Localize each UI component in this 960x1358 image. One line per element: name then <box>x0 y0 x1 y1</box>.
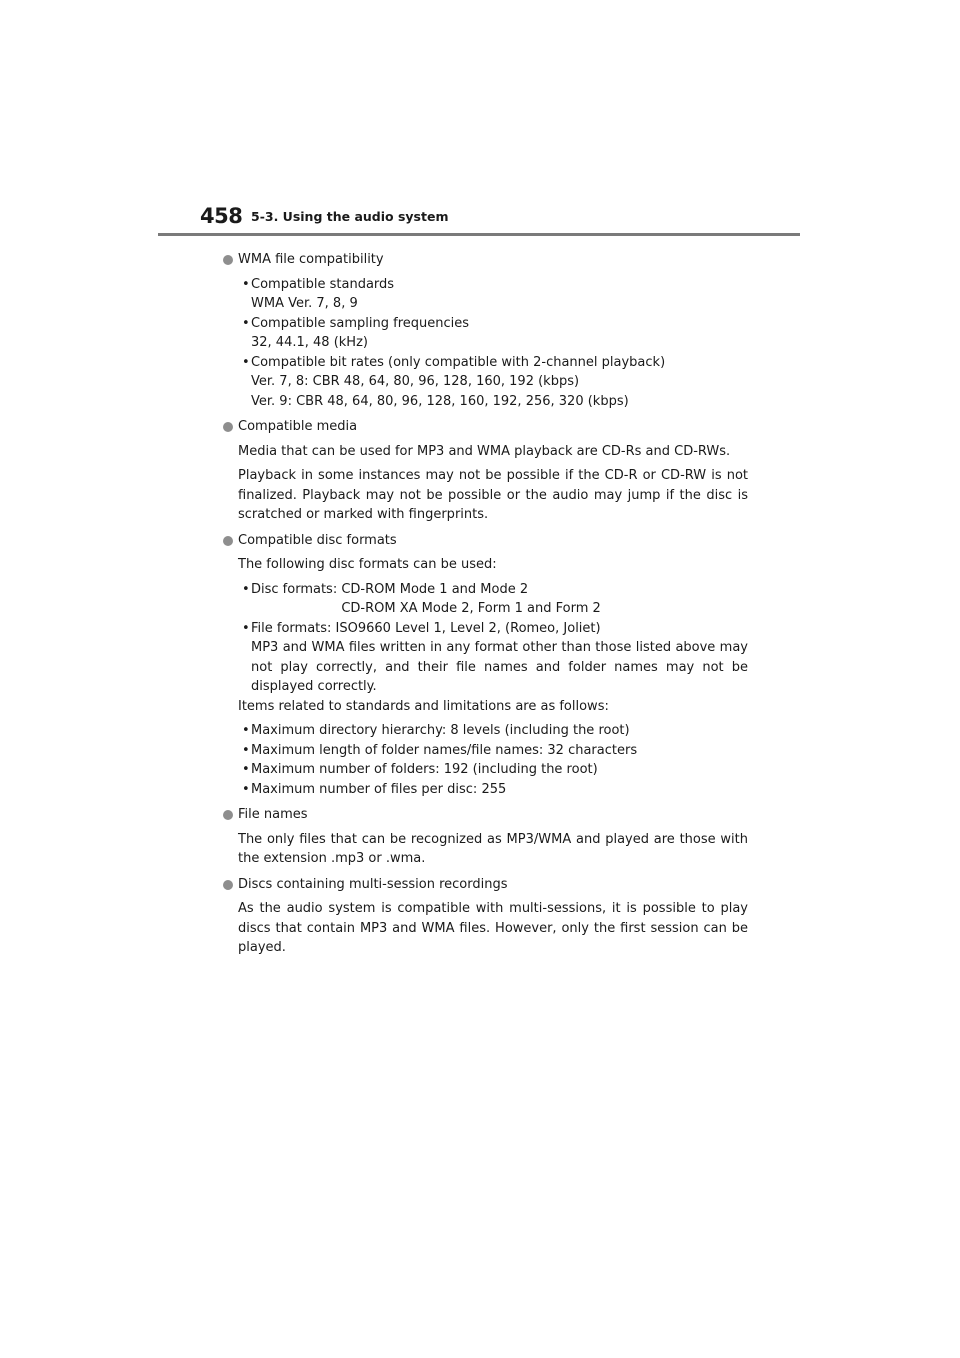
disc-format-value: CD-ROM XA Mode 2, Form 1 and Form 2 <box>341 601 601 616</box>
header-rule <box>158 233 800 236</box>
item-value: Ver. 7, 8: CBR 48, 64, 80, 96, 128, 160, 192 (kbps) <box>251 374 580 389</box>
formats-intro: The following disc formats can be used: <box>238 557 497 572</box>
section-title: 5-3. Using the audio system <box>251 209 449 224</box>
item-label: Compatible bit rates (only compatible with 2-channel playback) <box>251 354 666 370</box>
bullet-icon: • <box>242 742 250 758</box>
list-item <box>223 780 748 800</box>
multisession-paragraph: As the audio system is compatible with multi-sessions, it is possible to play discs that contain MP3 and WMA files. However, only the first session can be played. <box>238 901 748 955</box>
bullet-icon: • <box>242 315 250 331</box>
filenames-heading <box>223 805 748 825</box>
media-section <box>223 417 748 525</box>
bullet-icon: • <box>242 354 250 370</box>
item-value: 32, 44.1, 48 (kHz) <box>251 335 368 350</box>
list-item <box>223 760 748 780</box>
list-item <box>223 580 748 619</box>
limit-text: Maximum directory hierarchy: 8 levels (including the root) <box>251 723 630 738</box>
bullet-dot-icon <box>223 422 233 432</box>
page-content <box>223 244 748 958</box>
media-paragraph: Media that can be used for MP3 and WMA playback are CD-Rs and CD-RWs. <box>238 443 731 459</box>
limits-intro: Items related to standards and limitations are as follows: <box>238 698 609 714</box>
bullet-dot-icon <box>223 810 233 820</box>
page-number: 458 <box>200 204 243 228</box>
bullet-dot-icon <box>223 255 233 265</box>
multisession-heading-text: Discs containing multi-session recordings <box>238 876 508 892</box>
limit-text: Maximum length of folder names/file names: 32 characters <box>251 742 638 758</box>
media-heading <box>223 417 748 437</box>
item-label: Compatible sampling frequencies <box>251 315 470 331</box>
item-label: Compatible standards <box>251 276 395 292</box>
list-item <box>223 353 748 373</box>
list-item <box>223 619 748 639</box>
multisession-heading <box>223 875 748 895</box>
wma-heading-text: WMA file compatibility <box>238 252 384 267</box>
bullet-dot-icon <box>223 880 233 890</box>
multisession-section <box>223 875 748 958</box>
bullet-icon: • <box>242 620 250 636</box>
bullet-icon: • <box>242 723 250 738</box>
disc-formats-values <box>341 580 600 619</box>
file-formats-note: MP3 and WMA files written in any format other than those listed above may not play correctly, and their file names and folder names may not be displayed correctly. <box>251 640 748 694</box>
media-paragraph: Playback in some instances may not be possible if the CD-R or CD-RW is not finalized. Playback may not be possible or the audio may jump if the disc is scratched or marked with fingerprints. <box>238 468 748 522</box>
file-formats-text: File formats: ISO9660 Level 1, Level 2, (Romeo, Joliet) <box>251 620 601 636</box>
list-item <box>223 314 748 334</box>
list-item <box>223 741 748 761</box>
item-value: Ver. 9: CBR 48, 64, 80, 96, 128, 160, 192, 256, 320 (kbps) <box>251 393 629 409</box>
disc-formats-label: Disc formats: <box>251 581 338 597</box>
limit-text: Maximum number of files per disc: 255 <box>251 781 507 797</box>
disc-format-value: CD-ROM Mode 1 and Mode 2 <box>341 581 529 597</box>
formats-heading-text: Compatible disc formats <box>238 532 397 548</box>
item-value: WMA Ver. 7, 8, 9 <box>251 296 358 311</box>
formats-heading <box>223 531 748 551</box>
list-item <box>223 721 748 741</box>
media-heading-text: Compatible media <box>238 419 358 434</box>
bullet-icon: • <box>242 781 250 797</box>
filenames-paragraph: The only files that can be recognized as MP3/WMA and played are those with the extension .mp3 or .wma. <box>238 831 748 866</box>
bullet-dot-icon <box>223 536 233 546</box>
list-item <box>223 275 748 295</box>
limit-text: Maximum number of folders: 192 (including the root) <box>251 762 598 777</box>
bullet-icon: • <box>242 581 250 597</box>
wma-section <box>223 250 748 411</box>
filenames-heading-text: File names <box>238 807 308 822</box>
bullet-icon: • <box>242 276 250 292</box>
wma-heading <box>223 250 748 270</box>
formats-section <box>223 531 748 800</box>
filenames-section <box>223 805 748 869</box>
bullet-icon: • <box>242 762 250 777</box>
